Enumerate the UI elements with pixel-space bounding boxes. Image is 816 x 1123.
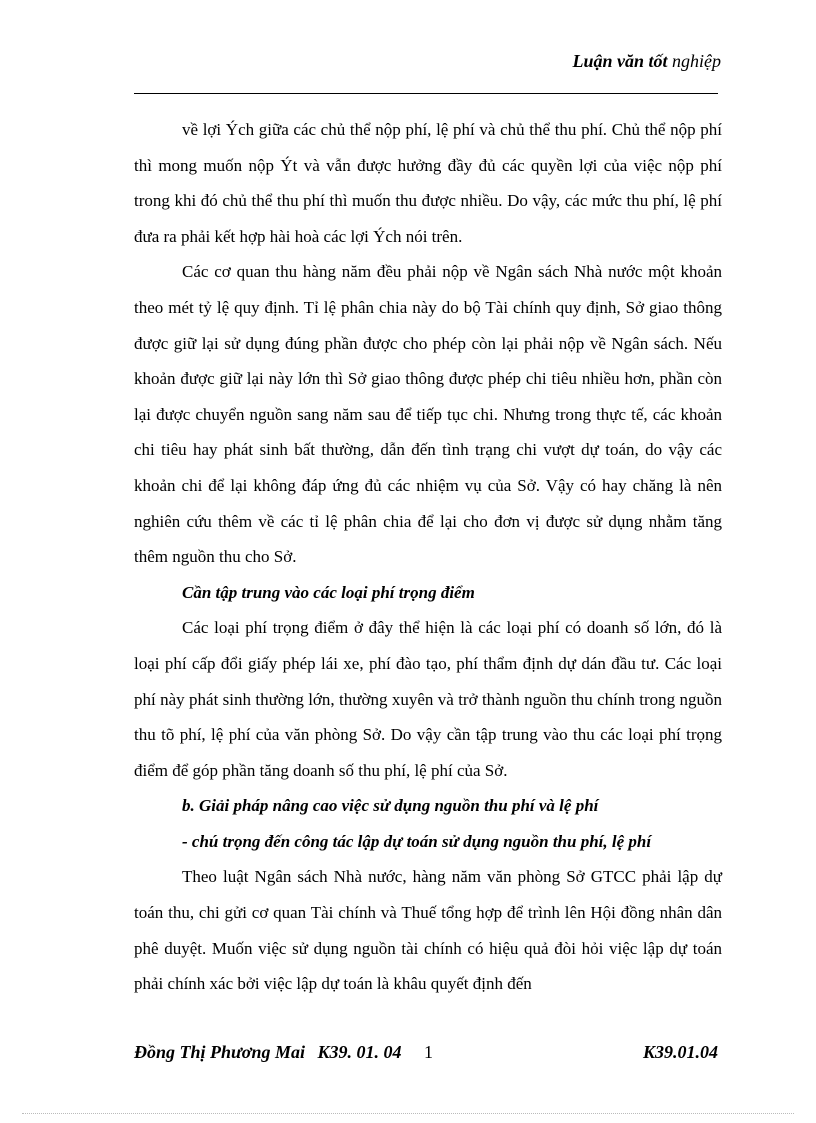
- footer-class-right: K39.01.04: [642, 1042, 718, 1062]
- footer-author: Đồng Thị Phương Mai: [134, 1042, 305, 1062]
- running-header: [572, 51, 721, 72]
- header-rule: [134, 93, 718, 94]
- paragraph: về lợi Ých giữa các chủ thể nộp phí, lệ phí và chủ thể thu phí. Chủ thể nộp phí thì mong muốn nộp Ýt và vẫn được hưởng đầy đủ các quyền lợi của việc nộp phí trong khi đó chủ thể thu phí thì muốn thu được nhiều. Do vậy, các mức thu phí, lệ phí đưa ra phải kết hợp hài hoà các lợi Ých nói trên.: [134, 120, 722, 246]
- paragraph: Theo luật Ngân sách Nhà nước, hàng năm văn phòng Sở GTCC phải lập dự toán thu, chi gửi cơ quan Tài chính và Thuế tổng hợp để trình lên Hội đồng nhân dân phê duyệt. Muốn việc sử dụng nguồn tài chính có hiệu quả đòi hỏi việc lập dự toán phải chính xác bởi việc lập dự toán là khâu quyết định đến: [134, 867, 722, 994]
- header-title-rest: nghiệp: [667, 51, 721, 71]
- page-bottom-border: [22, 1113, 794, 1114]
- header-title-bold: Luận văn tốt: [572, 51, 668, 71]
- paragraph: Các cơ quan thu hàng năm đều phải nộp về Ngân sách Nhà nước một khoản theo mét tỷ lệ quy định. Tỉ lệ phân chia này do bộ Tài chính quy định, Sở giao thông được giữ lại sử dụng đúng phần được cho phép còn lại phải nộp về Ngân sách. Nếu khoản được giữ lại này lớn thì Sở giao thông được phép chi tiêu nhiều hơn, phần còn lại được chuyển nguồn sang năm sau để tiếp tục chi. Nhưng trong thực tế, các khoản chi tiêu hay phát sinh bất thường, dẫn đến tình trạng chi vượt dự toán, do vậy các khoản chi để lại không đáp ứng đủ các nhiệm vụ của Sở. Vậy có hay chăng là nên nghiên cứu thêm về các tỉ lệ phân chia để lại cho đơn vị được sử dụng nhằm tăng thêm nguồn thu cho Sở.: [134, 262, 722, 567]
- body-text: [134, 112, 722, 1002]
- section-heading: Cần tập trung vào các loại phí trọng điểm: [182, 582, 475, 602]
- section-heading: b. Giải pháp nâng cao việc sử dụng nguồn thu phí và lệ phí: [182, 796, 599, 816]
- footer-class-left: K39. 01. 04: [317, 1042, 402, 1062]
- paragraph: Các loại phí trọng điểm ở đây thể hiện là các loại phí có doanh số lớn, đó là loại phí cấp đổi giấy phép lái xe, phí đào tạo, phí thẩm định dự dán đầu tư. Các loại phí này phát sinh thường lớn, thường xuyên và trở thành nguồn thu chính trong nguồn thu tõ phí, lệ phí của văn phòng Sở. Do vậy cần tập trung vào thu các loại phí trọng điểm để góp phần tăng doanh số thu phí, lệ phí của Sở.: [134, 618, 722, 780]
- subsection-heading: - chú trọng đến công tác lập dự toán sử dụng nguồn thu phí, lệ phí: [182, 831, 652, 851]
- running-footer: [134, 1042, 718, 1063]
- page-number: 1: [424, 1042, 433, 1062]
